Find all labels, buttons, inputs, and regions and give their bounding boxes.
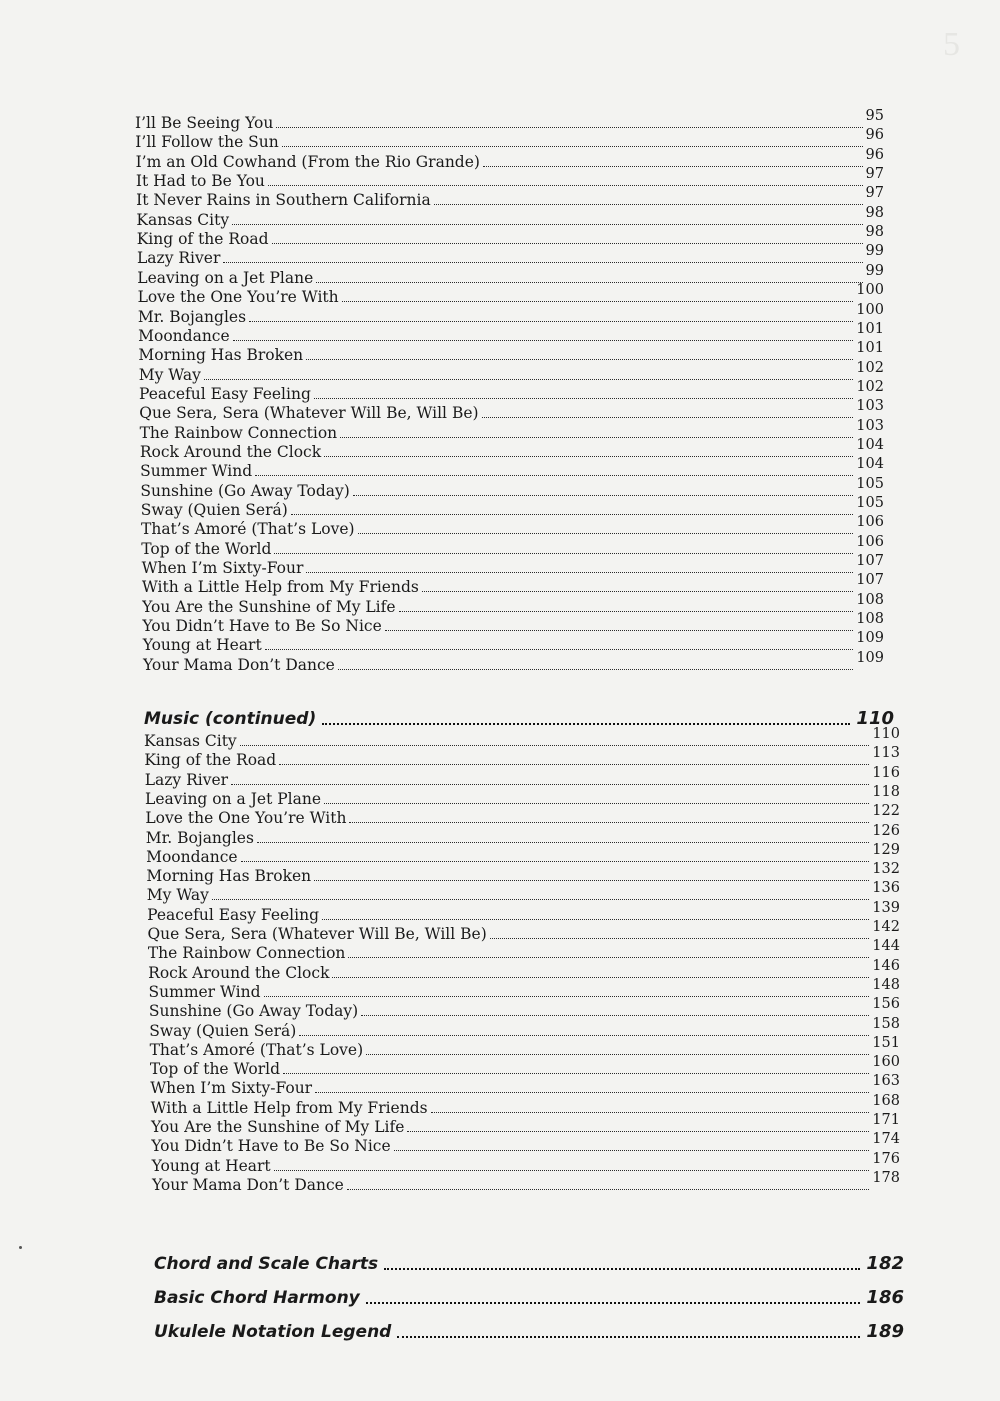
toc-entry — [137, 301, 884, 326]
toc-entry-title: Mr. Bojangles — [137, 307, 247, 326]
toc-entry-page-number: 148 — [872, 976, 900, 993]
toc-entry — [140, 475, 884, 500]
toc-entry-title: Moondance — [146, 847, 238, 866]
toc-entry — [136, 204, 884, 229]
toc-entry-title: Peaceful Easy Feeling — [139, 384, 311, 403]
toc-entry-title: It Had to Be You — [135, 172, 265, 191]
dot-leader — [276, 127, 862, 128]
toc-entry-page-number: 105 — [856, 495, 884, 511]
toc-entry-title: That’s Amoré (That’s Love) — [141, 520, 355, 539]
dot-leader — [257, 842, 869, 843]
dot-leader — [306, 359, 853, 360]
dot-leader — [434, 204, 863, 205]
toc-entry — [151, 1150, 900, 1175]
section-heading — [144, 706, 894, 730]
dot-leader — [358, 533, 854, 534]
toc-entry-page-number: 105 — [856, 475, 884, 492]
toc-entry-page-number: 171 — [872, 1112, 900, 1128]
toc-entry-title: The Rainbow Connection — [147, 944, 346, 963]
toc-entry — [142, 630, 884, 655]
dot-leader — [483, 166, 863, 167]
toc-entry-page-number: 100 — [856, 282, 884, 299]
toc-entry-title: Sunshine (Go Away Today) — [148, 1002, 359, 1021]
toc-entry-page-number: 107 — [856, 553, 884, 570]
toc-entry-title: My Way — [138, 365, 201, 384]
dot-leader — [279, 764, 869, 765]
toc-entry-page-number: 97 — [865, 166, 884, 183]
toc-entry-title: Leaving on a Jet Plane — [137, 268, 314, 287]
back-matter-heading-page-number: 189 — [866, 1321, 904, 1342]
toc-entry — [142, 611, 884, 636]
toc-entry-title: Love the One You’re With — [137, 288, 339, 307]
toc-entry-page-number: 103 — [856, 398, 884, 415]
toc-entry-title: That’s Amoré (That’s Love) — [149, 1040, 364, 1059]
dot-leader — [342, 301, 854, 302]
dot-leader — [322, 919, 869, 920]
toc-entry-title: When I’m Sixty-Four — [141, 559, 304, 578]
toc-entry-page-number: 110 — [872, 726, 900, 742]
toc-entry — [135, 166, 884, 191]
toc-entry-page-number: 142 — [872, 919, 900, 935]
dot-leader — [233, 340, 854, 341]
dot-leader — [490, 938, 870, 939]
toc-entry-title: King of the Road — [144, 751, 277, 770]
toc-entry — [139, 398, 884, 423]
toc-entry-title: Sway (Quien Será) — [140, 501, 288, 519]
toc-entry — [145, 822, 900, 847]
back-matter-heading-title: Ukulele Notation Legend — [154, 1322, 392, 1342]
dot-leader — [299, 1035, 869, 1036]
toc-entry — [135, 146, 884, 171]
toc-entry-page-number: 113 — [872, 745, 900, 762]
back-matter-heading-page-number: 186 — [866, 1287, 904, 1308]
dot-leader — [324, 803, 869, 804]
dot-leader — [265, 649, 854, 650]
dot-leader — [306, 572, 853, 573]
dot-leader — [315, 1092, 869, 1093]
toc-entry — [138, 340, 884, 365]
dot-leader — [249, 321, 853, 322]
dot-leader — [347, 1189, 869, 1190]
dot-leader — [324, 456, 853, 457]
toc-entry-page-number: 95 — [865, 108, 884, 124]
toc-entry — [135, 108, 884, 132]
toc-entry-page-number: 108 — [856, 611, 884, 628]
toc-entry — [138, 359, 884, 384]
toc-entry-title: Kansas City — [144, 732, 237, 750]
toc-entry-title: Rock Around the Clock — [148, 963, 330, 982]
toc-entry-title: Summer Wind — [148, 982, 261, 1001]
toc-entry-page-number: 102 — [856, 378, 884, 395]
toc-entry-page-number: 109 — [856, 630, 884, 647]
back-matter-heading — [154, 1285, 904, 1309]
dot-leader — [353, 495, 854, 496]
back-matter-heading — [154, 1251, 904, 1275]
toc-entry-title: Mr. Bojangles — [145, 828, 254, 847]
toc-entry — [140, 456, 884, 481]
toc-entry-title: You Didn’t Have to Be So Nice — [151, 1137, 391, 1156]
toc-entry-title: Moondance — [138, 326, 230, 345]
dot-leader — [231, 784, 869, 785]
toc-entry — [136, 224, 884, 249]
toc-entry-page-number: 156 — [872, 996, 900, 1013]
toc-entry — [147, 938, 900, 963]
toc-entry — [146, 861, 900, 886]
dot-leader — [366, 1302, 861, 1304]
toc-entry — [148, 976, 900, 1001]
dot-leader — [282, 146, 863, 147]
toc-entry-page-number: 98 — [865, 204, 884, 221]
toc-entry-page-number: 163 — [872, 1073, 900, 1090]
toc-entry-title: My Way — [146, 886, 209, 905]
toc-entry — [146, 880, 900, 905]
toc-entry — [149, 1034, 900, 1059]
dot-leader — [399, 611, 854, 612]
toc-entry-page-number: 151 — [872, 1034, 900, 1051]
dot-leader — [212, 899, 869, 900]
toc-entry-title: You Are the Sunshine of My Life — [142, 597, 396, 616]
toc-entry-title: Top of the World — [141, 539, 272, 558]
toc-entry-page-number: 106 — [856, 514, 884, 531]
toc-entry-page-number: 160 — [872, 1054, 900, 1071]
toc-entry-page-number: 96 — [865, 146, 884, 163]
toc-entry — [141, 533, 884, 558]
toc-entry — [149, 1054, 900, 1079]
section-heading-title: Music (continued) — [144, 709, 317, 729]
toc-entry — [148, 996, 900, 1021]
dot-leader — [322, 723, 850, 725]
toc-entry-title: It Never Rains in Southern California — [136, 191, 431, 210]
toc-entry-title: Peaceful Easy Feeling — [147, 905, 319, 924]
toc-entry-title: Young at Heart — [151, 1156, 271, 1175]
toc-entry-page-number: 174 — [872, 1131, 900, 1148]
section-heading-page-number: 110 — [856, 708, 894, 729]
dot-leader — [431, 1112, 870, 1113]
toc-entry — [152, 1169, 900, 1194]
toc-entry-page-number: 104 — [856, 456, 884, 473]
toc-entry-title: Your Mama Don’t Dance — [143, 655, 335, 674]
toc-entry-page-number: 132 — [872, 861, 900, 878]
toc-entry-page-number: 104 — [856, 436, 884, 453]
toc-entry-page-number: 122 — [872, 803, 900, 820]
toc-entry — [141, 572, 884, 597]
toc-entry — [145, 783, 900, 808]
toc-entry — [150, 1112, 900, 1136]
dot-leader — [482, 417, 854, 418]
dot-leader — [223, 262, 862, 263]
toc-entry-title: Sunshine (Go Away Today) — [140, 481, 350, 500]
toc-entry — [145, 803, 900, 828]
toc-entry — [150, 1073, 900, 1098]
toc-entry-title: Top of the World — [149, 1060, 281, 1079]
toc-entry-title: You Didn’t Have to Be So Nice — [142, 617, 382, 636]
toc-entry-page-number: 99 — [865, 243, 884, 260]
toc-entry — [149, 1015, 900, 1040]
page-corner-mark: 5 — [943, 26, 960, 63]
dot-leader — [407, 1131, 869, 1132]
toc-entry — [143, 649, 884, 674]
toc-entry-page-number: 178 — [872, 1169, 900, 1186]
toc-entry — [147, 899, 900, 924]
dot-leader — [361, 1015, 869, 1016]
toc-entry-page-number: 109 — [856, 649, 884, 666]
dot-leader — [255, 475, 853, 476]
toc-entry — [139, 436, 884, 461]
scan-speck — [19, 1246, 22, 1249]
toc-entry-title: With a Little Help from My Friends — [141, 578, 419, 597]
toc-entry-page-number: 102 — [856, 359, 884, 376]
toc-entry — [139, 378, 884, 403]
dot-leader — [314, 398, 853, 399]
toc-entry-page-number: 158 — [872, 1015, 900, 1032]
toc-entry — [146, 841, 900, 866]
toc-entry-page-number: 168 — [872, 1092, 900, 1109]
toc-entry-title: With a Little Help from My Friends — [150, 1098, 428, 1117]
toc-entry-page-number: 100 — [856, 301, 884, 318]
toc-entry-page-number: 136 — [872, 880, 900, 897]
toc-entry — [144, 745, 900, 770]
toc-entry — [138, 320, 884, 345]
dot-leader — [316, 282, 862, 283]
toc-entry — [141, 553, 884, 578]
toc-entry-title: I’ll Follow the Sun — [135, 133, 279, 152]
dot-leader — [268, 185, 863, 186]
toc-entry-page-number: 118 — [872, 783, 900, 800]
dot-leader — [274, 553, 853, 554]
toc-entry-page-number: 103 — [856, 417, 884, 434]
dot-leader — [264, 996, 870, 997]
dot-leader — [272, 243, 863, 244]
toc-entry — [137, 282, 884, 307]
toc-entry — [142, 591, 884, 616]
toc-entry-title: Morning Has Broken — [138, 346, 304, 365]
dot-leader — [384, 1268, 860, 1270]
toc-entry-page-number: 107 — [856, 572, 884, 589]
dot-leader — [348, 957, 869, 958]
toc-entry-title: The Rainbow Connection — [139, 423, 338, 442]
dot-leader — [314, 880, 869, 881]
dot-leader — [349, 822, 869, 823]
back-matter-heading-title: Chord and Scale Charts — [154, 1254, 379, 1274]
toc-entry-page-number: 116 — [872, 764, 900, 781]
toc-entry-title: Lazy River — [144, 770, 229, 789]
back-matter-heading-page-number: 182 — [866, 1253, 904, 1274]
dot-leader — [394, 1150, 870, 1151]
toc-entry — [135, 127, 884, 152]
toc-entry — [144, 764, 900, 789]
back-matter-heading — [154, 1319, 904, 1343]
toc-entry-page-number: 101 — [856, 320, 884, 337]
dot-leader — [338, 669, 853, 670]
toc-entry-page-number: 99 — [865, 262, 884, 279]
toc-entry — [151, 1131, 900, 1156]
toc-entry — [144, 726, 900, 750]
dot-leader — [340, 437, 853, 438]
dot-leader — [397, 1336, 860, 1338]
dot-leader — [241, 861, 870, 862]
toc-entry — [137, 262, 884, 287]
dot-leader — [291, 514, 854, 515]
dot-leader — [422, 591, 853, 592]
dot-leader — [240, 745, 870, 746]
toc-entry-page-number: 108 — [856, 591, 884, 608]
toc-entry-page-number: 126 — [872, 822, 900, 839]
toc-entry-title: Summer Wind — [140, 462, 253, 481]
toc-entry-title: Que Sera, Sera (Whatever Will Be, Will Be) — [147, 925, 487, 943]
toc-entry-title: I’m an Old Cowhand (From the Rio Grande) — [135, 152, 480, 171]
toc-entry-title: King of the Road — [136, 230, 269, 249]
toc-entry-title: Kansas City — [136, 210, 230, 229]
dot-leader — [204, 379, 853, 380]
dot-leader — [366, 1054, 869, 1055]
dot-leader — [274, 1170, 870, 1171]
toc-entry-title: Lazy River — [137, 249, 221, 268]
toc-entry — [141, 514, 884, 539]
toc-entry-title: Morning Has Broken — [146, 867, 312, 886]
back-matter-heading-title: Basic Chord Harmony — [154, 1288, 360, 1308]
toc-entry-page-number: 106 — [856, 533, 884, 550]
toc-entry-title: Young at Heart — [142, 636, 262, 655]
toc-entry — [136, 185, 884, 210]
toc-entry-page-number: 96 — [865, 127, 884, 144]
toc-entry-title: Love the One You’re With — [145, 809, 347, 828]
toc-entry-page-number: 98 — [865, 224, 884, 241]
toc-entry-title: When I’m Sixty-Four — [150, 1079, 313, 1098]
toc-entry — [150, 1092, 900, 1117]
toc-entry-page-number: 139 — [872, 899, 900, 916]
toc-entry-title: Sway (Quien Será) — [149, 1021, 297, 1040]
toc-entry — [139, 417, 884, 442]
dot-leader — [332, 977, 869, 978]
toc-entry-page-number: 129 — [872, 841, 900, 858]
toc-entry-page-number: 144 — [872, 938, 900, 955]
toc-entry-title: You Are the Sunshine of My Life — [150, 1118, 405, 1136]
toc-entry-title: I’ll Be Seeing You — [135, 114, 274, 132]
toc-entry — [137, 243, 884, 268]
toc-entry-title: Your Mama Don’t Dance — [152, 1175, 344, 1194]
dot-leader — [385, 630, 854, 631]
toc-entry-title: Que Sera, Sera (Whatever Will Be, Will Be) — [139, 404, 479, 423]
dot-leader — [283, 1073, 869, 1074]
toc-entry — [140, 495, 884, 519]
toc-entry-page-number: 176 — [872, 1150, 900, 1167]
toc-entry-title: Leaving on a Jet Plane — [145, 789, 322, 808]
toc-entry-page-number: 101 — [856, 340, 884, 357]
dot-leader — [232, 224, 862, 225]
toc-entry-page-number: 146 — [872, 957, 900, 974]
toc-entry-page-number: 97 — [865, 185, 884, 202]
toc-entry — [148, 957, 900, 982]
toc-entry — [147, 919, 900, 943]
toc-entry-title: Rock Around the Clock — [139, 442, 322, 461]
